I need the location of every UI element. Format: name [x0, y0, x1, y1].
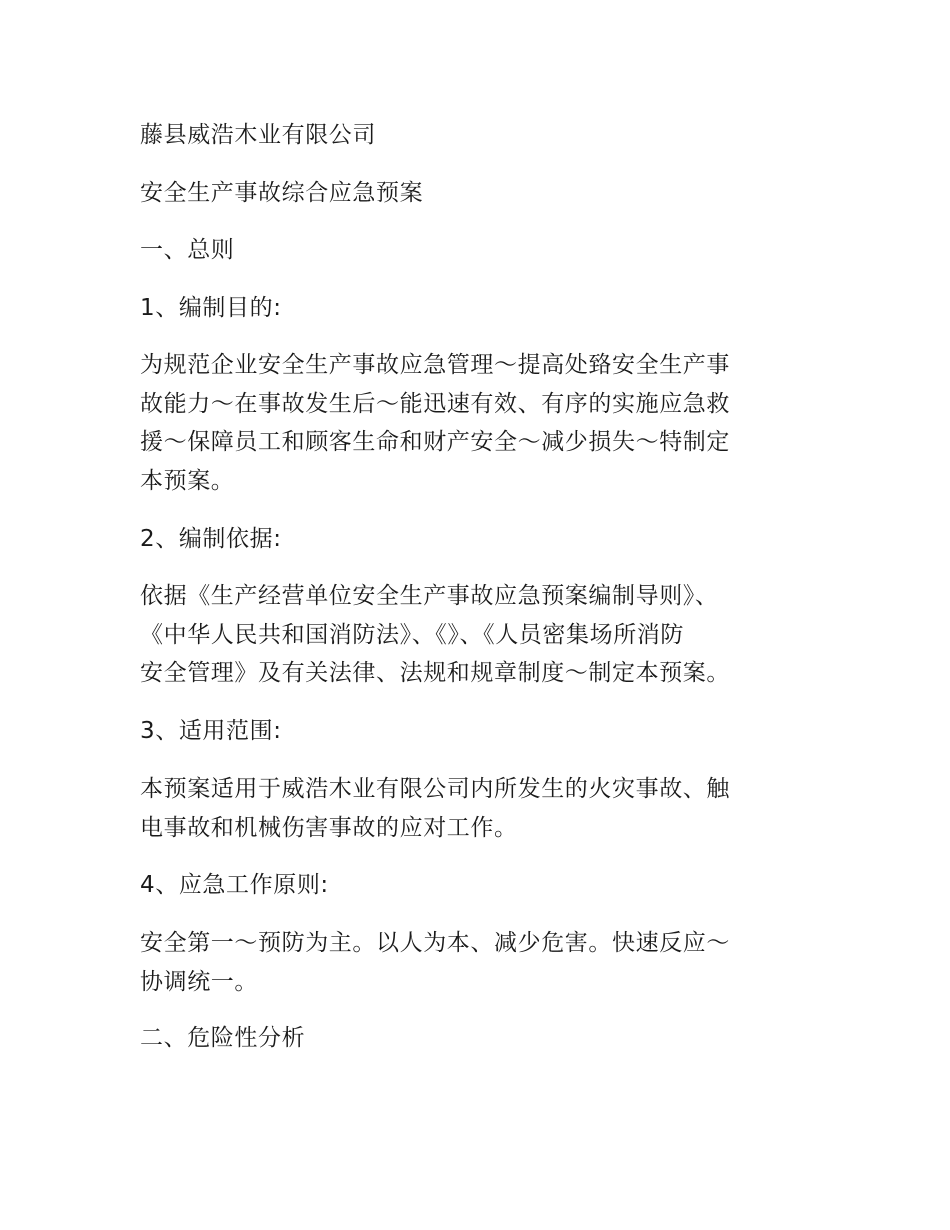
document-title: 安全生产事故综合应急预案 [140, 180, 424, 206]
paragraph-line: 《中华人民共和国消防法》、《》、《人员密集场所消防 [140, 621, 684, 648]
section-2-heading: 二、危险性分析 [140, 1025, 306, 1051]
paragraph-line: 依据《生产经营单位安全生产事故应急预案编制导则》、 [140, 583, 719, 609]
paragraph-line: 安全管理》及有关法律、法规和规章制度～制定本预案。 [140, 660, 730, 686]
paragraph-line: 本预案。 [140, 467, 235, 494]
item-4-paragraph [140, 924, 800, 1001]
paragraph-line: 故能力～在事故发生后～能迅速有效、有序的实施应急救 [140, 390, 730, 417]
item-3-paragraph [140, 770, 800, 847]
item-2-paragraph [140, 577, 800, 693]
paragraph-line: 安全第一～预防为主。以人为本、减少危害。快速反应～ [140, 930, 730, 956]
item-3-heading: 3、适用范围: [140, 718, 282, 744]
item-1-heading: 1、编制目的: [140, 295, 282, 321]
paragraph-line: 为规范企业安全生产事故应急管理～提高处臵安全生产事 [140, 352, 730, 378]
section-1-heading: 一、总则 [140, 237, 235, 263]
paragraph-line: 援～保障员工和顾客生命和财产安全～减少损失～特制定 [140, 429, 730, 455]
paragraph-line: 电事故和机械伤害事故的应对工作。 [140, 814, 518, 841]
paragraph-line: 协调统一。 [140, 968, 258, 995]
item-2-heading: 2、编制依据: [140, 526, 282, 552]
paragraph-line: 本预案适用于威浩木业有限公司内所发生的火灾事故、触 [140, 776, 730, 802]
item-4-heading: 4、应急工作原则: [140, 872, 329, 898]
company-name: 藤县威浩木业有限公司 [140, 122, 376, 148]
item-1-paragraph [140, 346, 800, 500]
